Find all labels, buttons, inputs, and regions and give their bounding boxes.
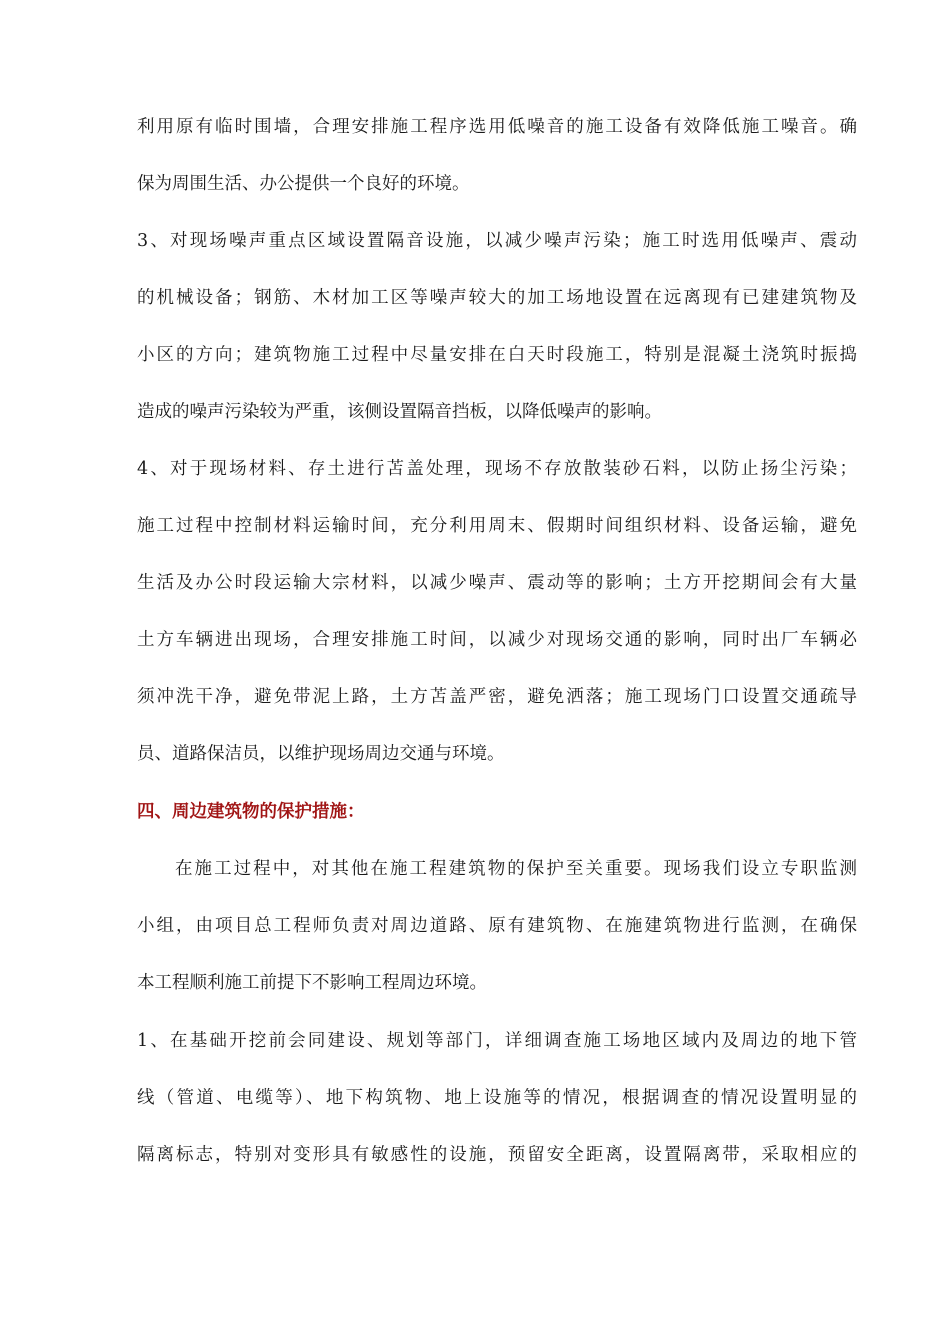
paragraph-line: 小组，由项目总工程师负责对周边道路、原有建筑物、在施建筑物进行监测，在确保 — [137, 916, 857, 936]
paragraph-line: 小区的方向；建筑物施工过程中尽量安排在白天时段施工，特别是混凝土浇筑时振捣 — [137, 345, 857, 365]
paragraph-line: 4、对于现场材料、存土进行苫盖处理，现场不存放散装砂石料，以防止扬尘污染； — [137, 459, 857, 479]
paragraph-line: 1、在基础开挖前会同建设、规划等部门，详细调查施工场地区域内及周边的地下管 — [137, 1031, 857, 1051]
paragraph-line: 造成的噪声污染较为严重，该侧设置隔音挡板，以降低噪声的影响。 — [137, 402, 662, 422]
paragraph-line: 施工过程中控制材料运输时间，充分利用周末、假期时间组织材料、设备运输，避免 — [137, 516, 857, 536]
paragraph-line: 员、道路保洁员，以维护现场周边交通与环境。 — [137, 744, 505, 764]
paragraph-line: 线（管道、电缆等）、地下构筑物、地上设施等的情况，根据调查的情况设置明显的 — [137, 1088, 857, 1108]
paragraph-line: 保为周围生活、办公提供一个良好的环境。 — [137, 174, 470, 194]
paragraph-line: 生活及办公时段运输大宗材料，以减少噪声、震动等的影响；土方开挖期间会有大量 — [137, 573, 857, 593]
paragraph-line: 须冲洗干净，避免带泥上路，土方苫盖严密，避免洒落；施工现场门口设置交通疏导 — [137, 687, 857, 707]
paragraph-line: 本工程顺利施工前提下不影响工程周边环境。 — [137, 973, 487, 993]
paragraph-line: 隔离标志，特别对变形具有敏感性的设施，预留安全距离，设置隔离带，采取相应的 — [137, 1145, 857, 1165]
paragraph-line: 在施工过程中，对其他在施工程建筑物的保护至关重要。现场我们设立专职监测 — [175, 859, 857, 879]
paragraph-line: 利用原有临时围墙，合理安排施工程序选用低噪音的施工设备有效降低施工噪音。确 — [137, 117, 857, 137]
paragraph-line: 土方车辆进出现场，合理安排施工时间，以减少对现场交通的影响，同时出厂车辆必 — [137, 630, 857, 650]
section-heading: 四、周边建筑物的保护措施： — [137, 802, 365, 822]
paragraph-line: 的机械设备；钢筋、木材加工区等噪声较大的加工场地设置在远离现有已建建筑物及 — [137, 288, 857, 308]
paragraph-line: 3、对现场噪声重点区域设置隔音设施，以减少噪声污染；施工时选用低噪声、震动 — [137, 231, 857, 251]
